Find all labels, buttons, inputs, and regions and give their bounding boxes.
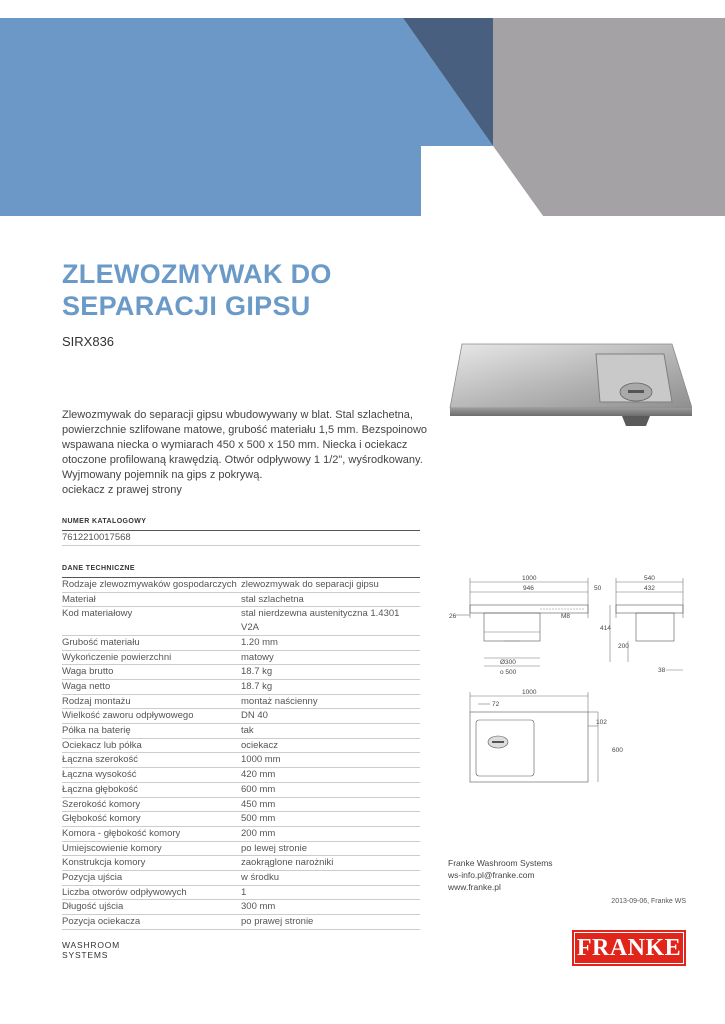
tech-data-row <box>62 593 420 608</box>
tech-data-label: Rodzaje zlewozmywaków gospodarczych <box>62 579 237 590</box>
dim-top-depth: 600 <box>612 747 623 754</box>
tech-data-label: Wykończenie powierzchni <box>62 651 172 663</box>
product-code: SIRX836 <box>62 334 115 349</box>
tech-data-value: 1000 mm <box>241 754 281 766</box>
tech-data-label: Grubość materiału <box>62 636 140 648</box>
brand-caption-line-1: WASHROOM <box>62 940 121 950</box>
tech-data-value: 500 mm <box>241 813 276 825</box>
dim-front-bowl: o 500 <box>500 669 517 676</box>
description-line: ociekacz z prawej strony <box>62 484 182 496</box>
tech-data-value: 600 mm <box>241 783 276 795</box>
tech-data-value: 300 mm <box>241 901 276 913</box>
tech-data-label: Pozycja ociekacza <box>62 916 141 928</box>
tech-data-label: Materiał <box>62 593 96 605</box>
tech-data-label: Łączna szerokość <box>62 754 139 766</box>
tech-data-label: Rodzaj montażu <box>62 695 131 707</box>
dim-front-width: 1000 <box>522 575 537 582</box>
catalog-section <box>62 518 420 546</box>
dim-side-height: 414 <box>600 625 611 632</box>
description-line: Zlewozmywak do separacji gipsu wbudowywany w blat. Stal szlachetna, <box>62 409 413 421</box>
tech-data-value: 18.7 kg <box>241 666 273 678</box>
tech-data-value: ociekacz <box>241 739 278 751</box>
tech-data-row <box>62 915 420 930</box>
tech-data-row <box>62 651 420 666</box>
contact-email: ws-info.pl@franke.com <box>448 870 535 880</box>
tech-data-value: po lewej stronie <box>241 842 308 854</box>
tech-data-label: Konstrukcja komory <box>62 857 146 869</box>
tech-data-label: Głębokość komory <box>62 813 141 825</box>
tech-data-label: Liczba otworów odpływowych <box>62 886 187 898</box>
technical-drawing <box>448 570 698 800</box>
tech-data-row <box>62 578 420 593</box>
tech-data-value: 1 <box>241 886 247 898</box>
dim-front-left: 26 <box>449 613 457 620</box>
catalog-number: 7612210017568 <box>62 532 131 543</box>
dim-side-width: 540 <box>644 575 655 582</box>
title-line-2: SEPARACJI GIPSU <box>62 291 311 321</box>
tech-data-label: Długość ujścia <box>62 901 124 913</box>
tech-data-value: zlewozmywak do separacji gipsu <box>241 579 379 590</box>
document-date: 2013-09-06, Franke WS <box>611 898 686 905</box>
product-photo <box>448 340 692 430</box>
brand-caption <box>62 940 120 960</box>
tech-data-value: stal nierdzewna austenityczna 1.4301 V2A <box>241 608 400 634</box>
header-blue-block <box>0 18 493 216</box>
tech-data-row <box>62 827 420 842</box>
tech-data-row <box>62 798 420 813</box>
dim-side-right: 38 <box>658 667 666 674</box>
tech-data-row <box>62 886 420 901</box>
tech-data-value: matowy <box>241 651 274 663</box>
tech-data-value: 18.7 kg <box>241 680 273 692</box>
tech-data-label: Ociekacz lub półka <box>62 739 142 751</box>
tech-data-row <box>62 739 420 754</box>
title-line-1: ZLEWOZMYWAK DO <box>62 259 332 289</box>
tech-data-heading: DANE TECHNICZNE <box>62 565 420 578</box>
tech-data-row <box>62 695 420 710</box>
tech-data-section <box>62 565 420 930</box>
tech-data-row <box>62 753 420 768</box>
tech-data-value: 420 mm <box>241 769 276 781</box>
tech-data-row <box>62 871 420 886</box>
tech-data-row <box>62 768 420 783</box>
tech-data-value: tak <box>241 725 254 737</box>
tech-data-value: montaż naścienny <box>241 695 318 707</box>
tech-data-row <box>62 680 420 695</box>
tech-data-label: Kod materiałowy <box>62 608 133 620</box>
tech-data-row <box>62 607 420 635</box>
tech-data-label: Półka na baterię <box>62 725 131 737</box>
tech-data-row <box>62 900 420 915</box>
dim-top-right: 102 <box>596 719 607 726</box>
contact-website: www.franke.pl <box>448 882 501 892</box>
tech-data-row <box>62 709 420 724</box>
tech-data-label: Waga brutto <box>62 666 114 678</box>
catalog-row <box>62 531 420 546</box>
tech-data-value: 200 mm <box>241 827 276 839</box>
tech-data-value: po prawej stronie <box>241 916 314 928</box>
dim-front-edge: 50 <box>594 585 602 592</box>
page-title <box>62 258 332 322</box>
tech-data-label: Łączna głębokość <box>62 783 139 795</box>
dim-side-inner: 432 <box>644 585 655 592</box>
dim-side-bowl: 200 <box>618 643 629 650</box>
tech-data-value: stal szlachetna <box>241 593 304 605</box>
tech-data-label: Pozycja ujścia <box>62 872 123 884</box>
contact-block <box>448 857 553 893</box>
tech-data-label: Komora - głębokość komory <box>62 827 181 839</box>
tech-data-value: DN 40 <box>241 710 268 722</box>
tech-data-label: Umiejscowienie komory <box>62 842 162 854</box>
brand-caption-line-2: SYSTEMS <box>62 950 109 960</box>
dim-front-bolt: M8 <box>561 613 571 620</box>
tech-data-table <box>62 578 420 930</box>
tech-data-label: Wielkość zaworu odpływowego <box>62 710 194 722</box>
dim-top-width: 1000 <box>522 689 537 696</box>
dim-front-inner: 946 <box>523 585 534 592</box>
tech-data-row <box>62 636 420 651</box>
tech-data-label: Szerokość komory <box>62 798 141 810</box>
tech-data-row <box>62 812 420 827</box>
dim-top-offset: 72 <box>492 701 500 708</box>
tech-data-label: Waga netto <box>62 680 111 692</box>
tech-data-value: 450 mm <box>241 798 276 810</box>
franke-logo: FRANKE <box>572 930 686 966</box>
description-line: powierzchnie szlifowane matowe, grubość materiału 1,5 mm. Bezspoinowo <box>62 424 428 436</box>
dim-front-drain: Ø300 <box>500 659 516 666</box>
tech-data-value: zaokrąglone narożniki <box>241 857 334 869</box>
tech-data-row <box>62 783 420 798</box>
description-line: wspawana niecka o wymiarach 450 x 500 x 150 mm. Niecka i ociekacz <box>62 439 408 451</box>
contact-company: Franke Washroom Systems <box>448 858 553 868</box>
header-grey-block <box>493 18 725 216</box>
tech-data-row <box>62 842 420 857</box>
description-line: otoczone profilowaną krawędzią. Otwór odpływowy 1 1/2", wyśrodkowany. <box>62 454 423 466</box>
tech-data-value: w środku <box>241 872 280 884</box>
header-banner <box>0 0 725 216</box>
product-description <box>62 408 432 498</box>
tech-data-label: Łączna wysokość <box>62 769 137 781</box>
description-line: Wyjmowany pojemnik na gips z pokrywą. <box>62 469 263 481</box>
tech-data-value: 1.20 mm <box>241 636 278 648</box>
tech-data-row <box>62 665 420 680</box>
tech-data-row <box>62 724 420 739</box>
tech-data-row <box>62 856 420 871</box>
catalog-heading: NUMER KATALOGOWY <box>62 518 420 531</box>
